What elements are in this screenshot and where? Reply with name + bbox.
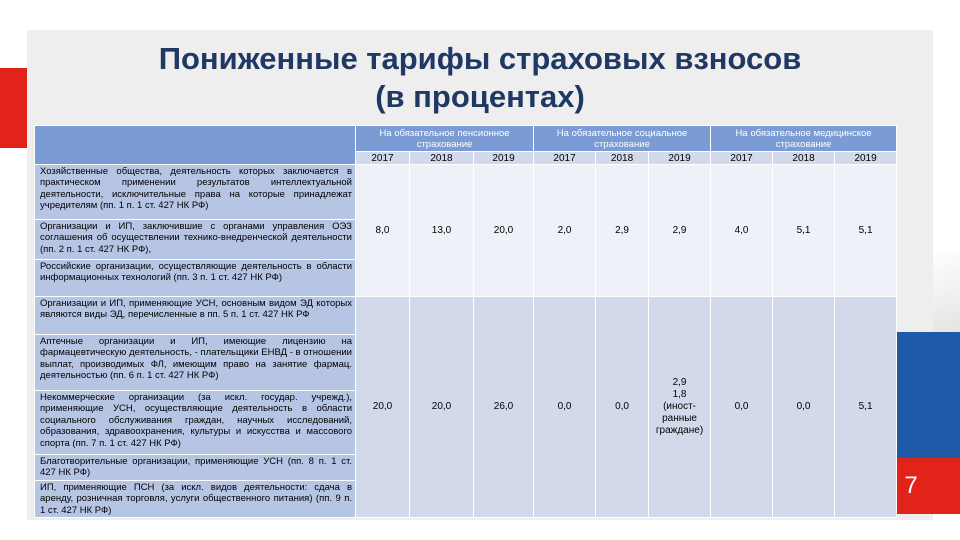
rate-value: 2,0 xyxy=(534,165,596,297)
year-header: 2017 xyxy=(356,152,410,165)
rate-value: 4,0 xyxy=(711,165,773,297)
category-cell: Организации и ИП, заключившие с органами управления ОЭЗ соглашения об осуществлении технико-внедренческой деятельности (пп. 2 п. 1 ст. 427 НК РФ), xyxy=(35,220,356,260)
year-header: 2019 xyxy=(835,152,897,165)
rates-table xyxy=(34,125,897,518)
group-header-social: На обязательное социальное страхование xyxy=(534,126,711,152)
year-header: 2019 xyxy=(474,152,534,165)
rate-value: 0,0 xyxy=(711,297,773,518)
year-header: 2018 xyxy=(596,152,649,165)
table-row xyxy=(35,165,897,220)
slide-title-line2: (в процентах) xyxy=(375,79,585,114)
group-header-pension: На обязательное пенсионное страхование xyxy=(356,126,534,152)
rate-value: 0,0 xyxy=(534,297,596,518)
rate-value: 5,1 xyxy=(835,297,897,518)
rate-line: (иност- xyxy=(663,401,696,412)
rate-value: 13,0 xyxy=(410,165,474,297)
year-header: 2017 xyxy=(711,152,773,165)
group-header-medical: На обязательное медицинское страхование xyxy=(711,126,897,152)
category-cell: Некоммерческие организации (за искл. государ. учрежд.), применяющие УСН, осуществляющие деятельность в области социального обслуживания граждан, научных исследований, образования, здравоохранения, культуры и искусства и массового спорта (пп. 7 п. 1 ст. 427 НК РФ) xyxy=(35,391,356,455)
year-header: 2018 xyxy=(410,152,474,165)
rate-value: 5,1 xyxy=(773,165,835,297)
rate-line: 2,9 xyxy=(672,377,687,388)
page-number: 7 xyxy=(904,472,918,499)
rate-value: 2,9 xyxy=(596,165,649,297)
category-cell: Благотворительные организации, применяющие УСН (пп. 8 п. 1 ст. 427 НК РФ) xyxy=(35,455,356,481)
rate-value: 5,1 xyxy=(835,165,897,297)
category-cell: Хозяйственные общества, деятельность которых заключается в практическом применении результатов интеллектуальной деятельности, исключительные права на которые принадлежат учредителям (пп. 1 п. 1 ст. 427 НК РФ) xyxy=(35,165,356,220)
year-header: 2017 xyxy=(534,152,596,165)
category-cell: ИП, применяющие ПСН (за искл. видов деятельности: сдача в аренду, розничная торговля, услуги общественного питания) (пп. 9 п. 1 ст. 427 НК РФ) xyxy=(35,481,356,518)
rate-value: 20,0 xyxy=(474,165,534,297)
rate-value: 0,0 xyxy=(773,297,835,518)
rate-line: граждане) xyxy=(655,425,704,436)
decor-gray-stripe-right xyxy=(933,250,960,332)
category-cell: Организации и ИП, применяющие УСН, основным видом ЭД которых являются виды ЭД, перечисленные в пп. 5 п. 1 ст. 427 НК РФ xyxy=(35,297,356,335)
rate-value: 26,0 xyxy=(474,297,534,518)
year-header: 2019 xyxy=(649,152,711,165)
decor-red-stripe-left xyxy=(0,68,27,148)
year-header: 2018 xyxy=(773,152,835,165)
rate-value: 0,0 xyxy=(596,297,649,518)
decor-blue-stripe-right xyxy=(896,332,960,458)
slide-title xyxy=(60,40,900,116)
rate-line: 1,8 xyxy=(672,389,687,400)
table-row xyxy=(35,297,897,335)
rate-value: 2,9 xyxy=(649,165,711,297)
group-header-row xyxy=(35,126,897,152)
rate-value: 20,0 xyxy=(356,297,410,518)
rate-value-multiline xyxy=(649,297,711,518)
category-cell: Аптечные организации и ИП, имеющие лицензию на фармацевтическую деятельность, - плательщики ЕНВД - в отношении выплат, производимых ФЛ, имеющим право на занятие фармац. деятельностью (пп. 6 п. 1 ст. 427 НК РФ) xyxy=(35,335,356,391)
rate-value: 20,0 xyxy=(410,297,474,518)
category-cell: Российские организации, осуществляющие деятельность в области информационных технологий (пп. 3 п. 1 ст. 427 НК РФ) xyxy=(35,260,356,297)
header-corner-cell xyxy=(35,126,356,165)
rate-value: 8,0 xyxy=(356,165,410,297)
slide-title-line1: Пониженные тарифы страховых взносов xyxy=(158,41,802,76)
rate-line: ранные xyxy=(662,413,697,424)
